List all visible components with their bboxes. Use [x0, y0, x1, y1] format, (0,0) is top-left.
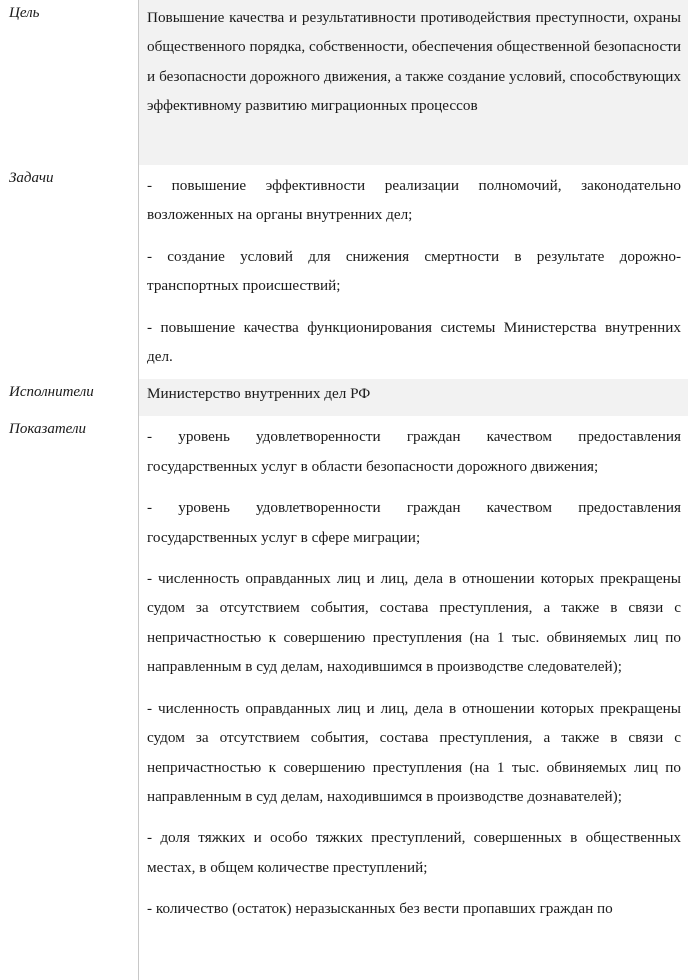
row-label-executors: Исполнители — [9, 384, 94, 401]
table-row-indicators — [0, 416, 694, 923]
row-label-goal: Цель — [9, 5, 40, 21]
table-row-executors — [0, 379, 694, 416]
row-label-indicators: Показатели — [9, 421, 86, 438]
indicator-item: - уровень удовлетворенности граждан качеством предоставления государственных услуг в области безопасности дорожного движения; — [147, 428, 681, 475]
task-item: - повышение эффективности реализации полномочий, законодательно возложенных на органы внутренних дел; — [147, 177, 681, 224]
indicator-item: - численность оправданных лиц и лиц, дела в отношении которых прекращены судом за отсутствием события, состава преступления, а также в связи с непричастностью к совершению преступления (на 1 тыс. обвиняемых лиц по направленным в суд делам, находившимся в производстве дознавателей); — [147, 699, 681, 805]
indicator-item: - количество (остаток) неразысканных без вести пропавших граждан по — [147, 900, 613, 918]
row-label-tasks: Задачи — [9, 170, 54, 186]
task-item: - создание условий для снижения смертности в результате дорожно-транспортных происшествий; — [147, 247, 681, 295]
table-row-goal — [0, 0, 694, 165]
indicator-item: - доля тяжких и особо тяжких преступлений, совершенных в общественных местах, в общем количестве преступлений; — [147, 829, 681, 876]
row-value-executors — [139, 379, 688, 416]
executors-text: Министерство внутренних дел РФ — [147, 385, 371, 403]
indicator-item: - уровень удовлетворенности граждан качеством предоставления государственных услуг в сфере миграции; — [147, 499, 681, 546]
goal-text: Повышение качества и результативности противодействия преступности, охраны общественного порядка, собственности, обеспечения общественной безопасности и безопасности дорожного движения, а также создание условий, способствующих эффективному развитию миграционных процессов — [147, 9, 681, 115]
task-item: - повышение качества функционирования системы Министерства внутренних дел. — [147, 318, 681, 366]
table-row-tasks — [0, 165, 694, 379]
row-value-indicators — [139, 416, 688, 923]
row-value-tasks — [139, 165, 688, 379]
row-value-goal — [139, 0, 688, 165]
indicator-item: - численность оправданных лиц и лиц, дела в отношении которых прекращены судом за отсутствием события, состава преступления, а также в связи с непричастностью к совершению преступления (на 1 тыс. обвиняемых лиц по направленным в суд делам, находившимся в производстве следователей); — [147, 570, 681, 676]
